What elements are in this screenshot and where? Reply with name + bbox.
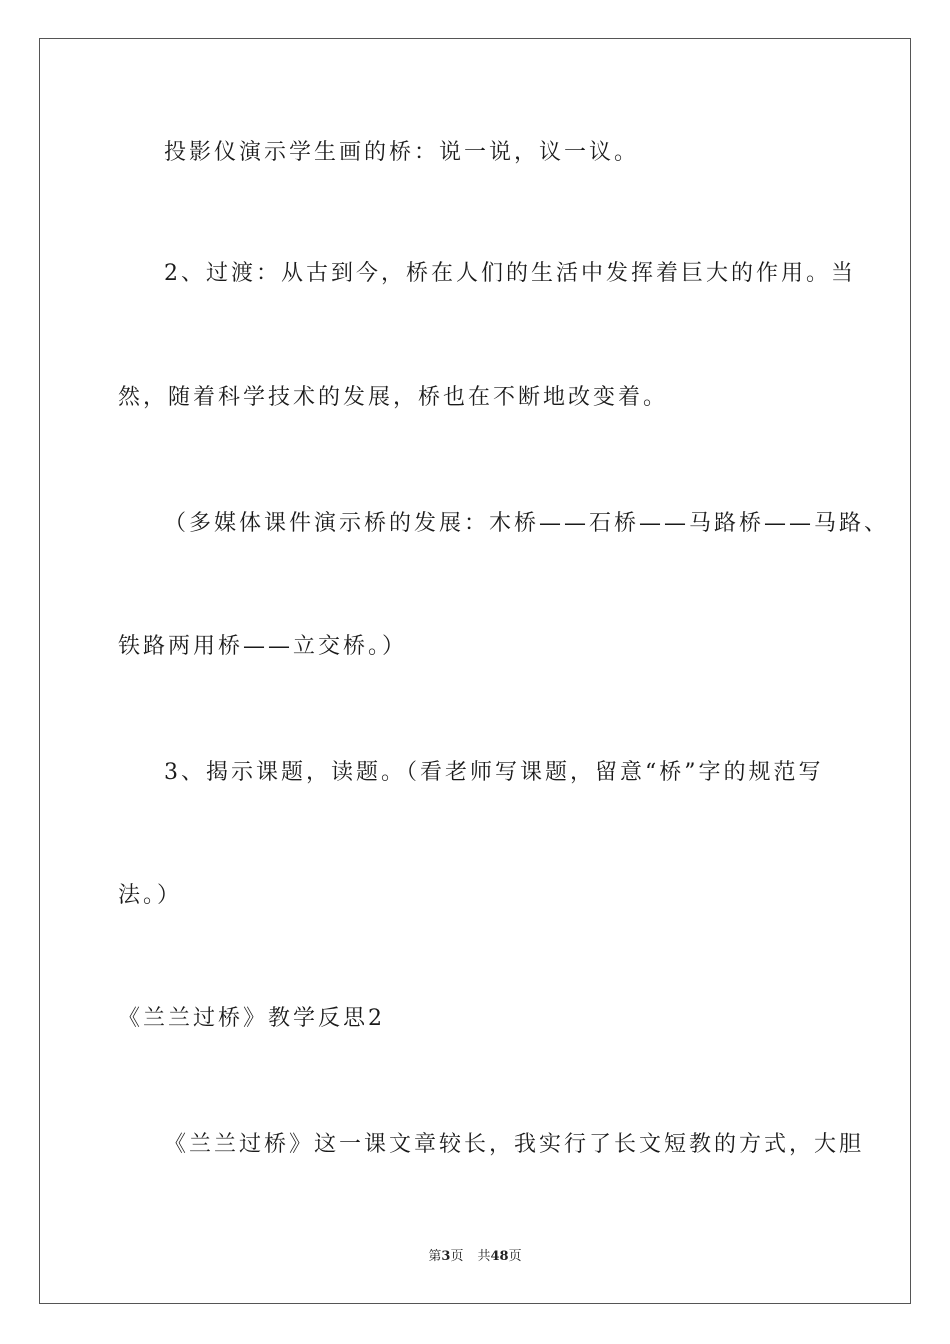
paragraph-line-9: 《兰兰过桥》这一课文章较长，我实行了长文短教的方式，大胆 [164, 1132, 865, 1157]
paragraph-line-3: 然，随着科学技术的发展，桥也在不断地改变着。 [118, 385, 669, 410]
paragraph-line-6: 3、揭示课题，读题。（看老师写课题，留意“桥”字的规范写 [164, 760, 824, 785]
paragraph-line-2: 2、过渡：从古到今，桥在人们的生活中发挥着巨大的作用。当 [164, 261, 856, 286]
page-footer [0, 1248, 950, 1266]
paragraph-line-4: （多媒体课件演示桥的发展：木桥——石桥——马路桥——马路、 [164, 511, 890, 536]
paragraph-line-5: 铁路两用桥——立交桥。） [118, 634, 408, 659]
paragraph-line-1: 投影仪演示学生画的桥：说一说，议一议。 [164, 140, 640, 165]
footer-total-pages: 48 [490, 1249, 509, 1264]
section-heading: 《兰兰过桥》教学反思2 [118, 1006, 385, 1031]
footer-page-prefix: 第 [428, 1249, 442, 1264]
paragraph-line-7: 法。） [118, 883, 183, 908]
page-border [39, 38, 911, 1304]
footer-total-prefix: 共 [477, 1249, 491, 1264]
footer-page-suffix: 页 [450, 1249, 464, 1264]
footer-total-suffix: 页 [508, 1249, 522, 1264]
footer-page-number: 3 [441, 1249, 451, 1264]
